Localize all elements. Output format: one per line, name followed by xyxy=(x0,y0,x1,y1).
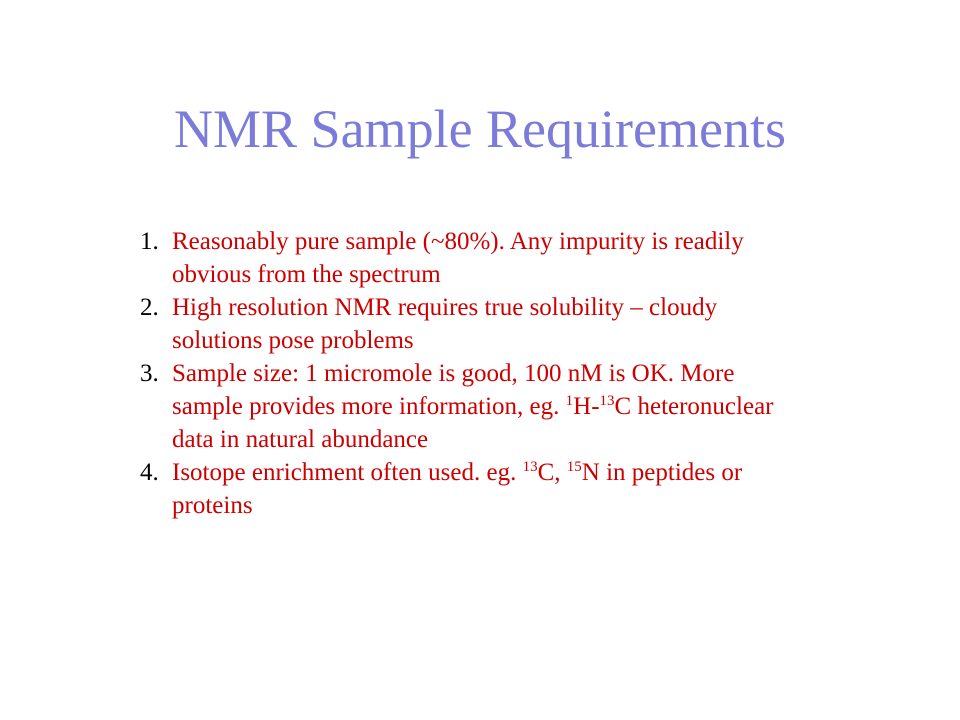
list-item-number: 2. xyxy=(140,294,159,321)
list-item-text xyxy=(172,360,774,453)
superscript-mass-number: 13 xyxy=(522,459,538,475)
superscript-mass-number: 1 xyxy=(565,393,574,409)
text-run: Reasonably pure sample (~80%). Any impurity is readily obvious from the spectrum xyxy=(172,228,744,288)
list-item-text xyxy=(172,459,742,519)
text-run: Sample size: 1 micromole is good, 100 nM is OK. More sample provides more information, eg. xyxy=(172,360,735,420)
list-item-number: 1. xyxy=(140,228,159,255)
slide-title: NMR Sample Requirements xyxy=(174,99,786,159)
superscript-mass-number: 15 xyxy=(566,459,582,475)
list-item-number: 3. xyxy=(140,360,159,387)
text-run: H- xyxy=(573,393,600,420)
list-item-number: 4. xyxy=(140,459,159,486)
requirements-list xyxy=(140,225,780,522)
list-item xyxy=(140,291,780,357)
list-item-text xyxy=(172,228,744,288)
text-run: C, xyxy=(537,459,567,486)
list-item xyxy=(140,357,780,456)
text-run: C heteronuclear data in natural abundance xyxy=(172,393,774,453)
list-item xyxy=(140,225,780,291)
text-run: Isotope enrichment often used. eg. xyxy=(172,459,523,486)
list-item-text xyxy=(172,294,717,354)
superscript-mass-number: 13 xyxy=(599,393,615,409)
text-run: High resolution NMR requires true solubility – cloudy solutions pose problems xyxy=(172,294,718,354)
text-run: N in peptides or proteins xyxy=(172,459,743,519)
list-item xyxy=(140,456,780,522)
